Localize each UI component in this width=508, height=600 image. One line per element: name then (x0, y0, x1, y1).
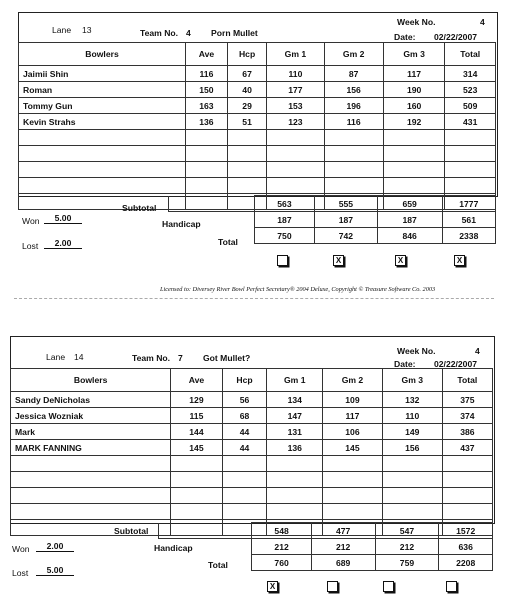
col-hcp: Hcp (227, 43, 267, 66)
bowler-name: Roman (19, 82, 186, 98)
col-ave: Ave (171, 369, 222, 392)
bowler-total: 509 (445, 98, 496, 114)
handicap-gm2: 187 (315, 212, 378, 228)
bowler-gm1: 134 (267, 392, 323, 408)
empty-row (11, 472, 493, 488)
total-gm2: 689 (311, 555, 375, 571)
handicap-label: Handicap (162, 219, 201, 229)
bowler-gm3: 190 (383, 82, 445, 98)
total-label: Total (218, 237, 238, 247)
bowler-ave: 136 (186, 114, 228, 130)
bowler-gm2: 117 (323, 408, 383, 424)
bowler-gm1: 136 (267, 440, 323, 456)
bowler-ave: 115 (171, 408, 222, 424)
team-number: 7 (178, 353, 183, 363)
bowler-hcp: 44 (222, 440, 267, 456)
bowler-gm3: 117 (383, 66, 445, 82)
bowler-hcp: 68 (222, 408, 267, 424)
lane-label: Lane (46, 352, 66, 362)
handicap-gm1: 187 (254, 212, 314, 228)
date-label: Date: (394, 32, 416, 42)
license-footer: Licensed to: Diversey River Bowl Perfect Secretary® 2004 Deluxe, Copyright © Treasure Software Co. 2003 (160, 286, 436, 293)
bowler-total: 375 (442, 392, 492, 408)
page-divider (14, 298, 494, 299)
subtotal-label: Subtotal (122, 203, 157, 213)
game3-checkbox[interactable] (383, 581, 394, 592)
table-row (11, 408, 493, 424)
table-row (19, 82, 496, 98)
bowler-gm1: 153 (267, 98, 324, 114)
bowler-gm1: 110 (267, 66, 324, 82)
total-gm2: 742 (315, 228, 378, 244)
subtotal-row (159, 523, 493, 539)
total-total: 2338 (442, 228, 495, 244)
bowler-gm3: 149 (382, 424, 442, 440)
won-value: 2.00 (36, 541, 74, 552)
lost-value: 5.00 (36, 565, 74, 576)
bowler-gm1: 147 (267, 408, 323, 424)
bowler-gm3: 192 (383, 114, 445, 130)
week-number: 4 (475, 346, 480, 356)
handicap-total: 636 (439, 539, 493, 555)
team-number: 4 (186, 28, 191, 38)
totals-table (158, 522, 493, 571)
bowler-gm2: 196 (324, 98, 383, 114)
total-gm3: 846 (377, 228, 442, 244)
table-row (19, 66, 496, 82)
game2-checkbox[interactable] (327, 581, 338, 592)
lost-label: Lost (12, 568, 29, 578)
subtotal-gm2: 555 (315, 196, 378, 212)
game2-checkbox[interactable]: X (333, 255, 344, 266)
empty-row (19, 178, 496, 194)
bowler-gm2: 145 (323, 440, 383, 456)
bowler-hcp: 40 (227, 82, 267, 98)
lane-label: Lane (52, 25, 72, 35)
scoresheet-lane-14 (0, 332, 508, 600)
team-name: Got Mullet? (203, 353, 251, 363)
total-checkbox[interactable]: X (454, 255, 465, 266)
bowler-total: 314 (445, 66, 496, 82)
total-gm3: 759 (375, 555, 439, 571)
bowler-gm3: 110 (382, 408, 442, 424)
col-total: Total (442, 369, 492, 392)
total-total: 2208 (439, 555, 493, 571)
bowler-total: 431 (445, 114, 496, 130)
bowler-hcp: 56 (222, 392, 267, 408)
handicap-label: Handicap (154, 543, 193, 553)
handicap-gm3: 212 (375, 539, 439, 555)
total-gm1: 750 (254, 228, 314, 244)
bowler-total: 437 (442, 440, 492, 456)
header-row (19, 43, 496, 66)
empty-row (19, 130, 496, 146)
bowler-ave: 129 (171, 392, 222, 408)
week-no-label: Week No. (397, 17, 436, 27)
bowler-name: Jaimii Shin (19, 66, 186, 82)
col-bowlers: Bowlers (11, 369, 171, 392)
subtotal-total: 1572 (439, 523, 493, 539)
bowler-gm2: 106 (323, 424, 383, 440)
lost-value: 2.00 (44, 238, 82, 249)
bowler-hcp: 51 (227, 114, 267, 130)
subtotal-gm1: 548 (252, 523, 311, 539)
date-value: 02/22/2007 (434, 359, 478, 369)
team-name: Porn Mullet (211, 28, 258, 38)
subtotal-gm2: 477 (311, 523, 375, 539)
col-gm3: Gm 3 (383, 43, 445, 66)
total-label: Total (208, 560, 228, 570)
team-no-label: Team No. (140, 28, 179, 38)
bowler-total: 386 (442, 424, 492, 440)
table-row (11, 392, 493, 408)
team-no-label: Team No. (132, 353, 171, 363)
total-gm1: 760 (252, 555, 311, 571)
col-total: Total (445, 43, 496, 66)
subtotal-gm3: 547 (375, 523, 439, 539)
table-row (19, 114, 496, 130)
col-ave: Ave (186, 43, 228, 66)
bowler-ave: 145 (171, 440, 222, 456)
subtotal-label: Subtotal (114, 526, 149, 536)
bowler-name: Mark (11, 424, 171, 440)
bowler-table (10, 368, 493, 536)
game3-checkbox[interactable]: X (395, 255, 406, 266)
game1-checkbox[interactable]: X (267, 581, 278, 592)
date-value: 02/22/2007 (434, 32, 478, 42)
bowler-ave: 116 (186, 66, 228, 82)
handicap-row (159, 539, 493, 555)
bowler-gm1: 123 (267, 114, 324, 130)
bowler-gm3: 156 (382, 440, 442, 456)
handicap-total: 561 (442, 212, 495, 228)
game1-checkbox[interactable] (277, 255, 288, 266)
bowler-ave: 150 (186, 82, 228, 98)
week-number: 4 (480, 17, 485, 27)
bowler-total: 374 (442, 408, 492, 424)
empty-row (19, 146, 496, 162)
week-no-label: Week No. (397, 346, 436, 356)
won-label: Won (22, 216, 40, 226)
bowler-hcp: 67 (227, 66, 267, 82)
subtotal-gm3: 659 (377, 196, 442, 212)
col-hcp: Hcp (222, 369, 267, 392)
col-gm2: Gm 2 (324, 43, 383, 66)
won-value: 5.00 (44, 213, 82, 224)
subtotal-gm1: 563 (254, 196, 314, 212)
bowler-name: MARK FANNING (11, 440, 171, 456)
table-row (11, 440, 493, 456)
subtotal-total: 1777 (442, 196, 495, 212)
bowler-name: Kevin Strahs (19, 114, 186, 130)
col-gm1: Gm 1 (267, 43, 324, 66)
lane-number: 13 (82, 25, 92, 35)
bowler-gm3: 160 (383, 98, 445, 114)
bowler-gm2: 87 (324, 66, 383, 82)
bowler-gm3: 132 (382, 392, 442, 408)
lane-number: 14 (74, 352, 84, 362)
bowler-gm2: 109 (323, 392, 383, 408)
empty-row (11, 504, 493, 520)
total-checkbox[interactable] (446, 581, 457, 592)
handicap-row (169, 212, 496, 228)
bowler-hcp: 29 (227, 98, 267, 114)
table-row (11, 424, 493, 440)
empty-row (11, 456, 493, 472)
date-label: Date: (394, 359, 416, 369)
handicap-gm2: 212 (311, 539, 375, 555)
col-bowlers: Bowlers (19, 43, 186, 66)
bowler-gm2: 116 (324, 114, 383, 130)
totals-table (168, 195, 496, 244)
bowler-gm1: 131 (267, 424, 323, 440)
header-row (11, 369, 493, 392)
total-row (159, 555, 493, 571)
bowler-ave: 163 (186, 98, 228, 114)
subtotal-row (169, 196, 496, 212)
handicap-gm3: 187 (377, 212, 442, 228)
bowler-table (18, 42, 496, 210)
col-gm2: Gm 2 (323, 369, 383, 392)
bowler-hcp: 44 (222, 424, 267, 440)
bowler-name: Tommy Gun (19, 98, 186, 114)
col-gm3: Gm 3 (382, 369, 442, 392)
won-label: Won (12, 544, 30, 554)
empty-row (19, 162, 496, 178)
lost-label: Lost (22, 241, 39, 251)
bowler-gm1: 177 (267, 82, 324, 98)
bowler-total: 523 (445, 82, 496, 98)
total-row (169, 228, 496, 244)
col-gm1: Gm 1 (267, 369, 323, 392)
table-row (19, 98, 496, 114)
bowler-ave: 144 (171, 424, 222, 440)
handicap-gm1: 212 (252, 539, 311, 555)
bowler-name: Sandy DeNicholas (11, 392, 171, 408)
bowler-name: Jessica Wozniak (11, 408, 171, 424)
empty-row (11, 488, 493, 504)
bowler-gm2: 156 (324, 82, 383, 98)
